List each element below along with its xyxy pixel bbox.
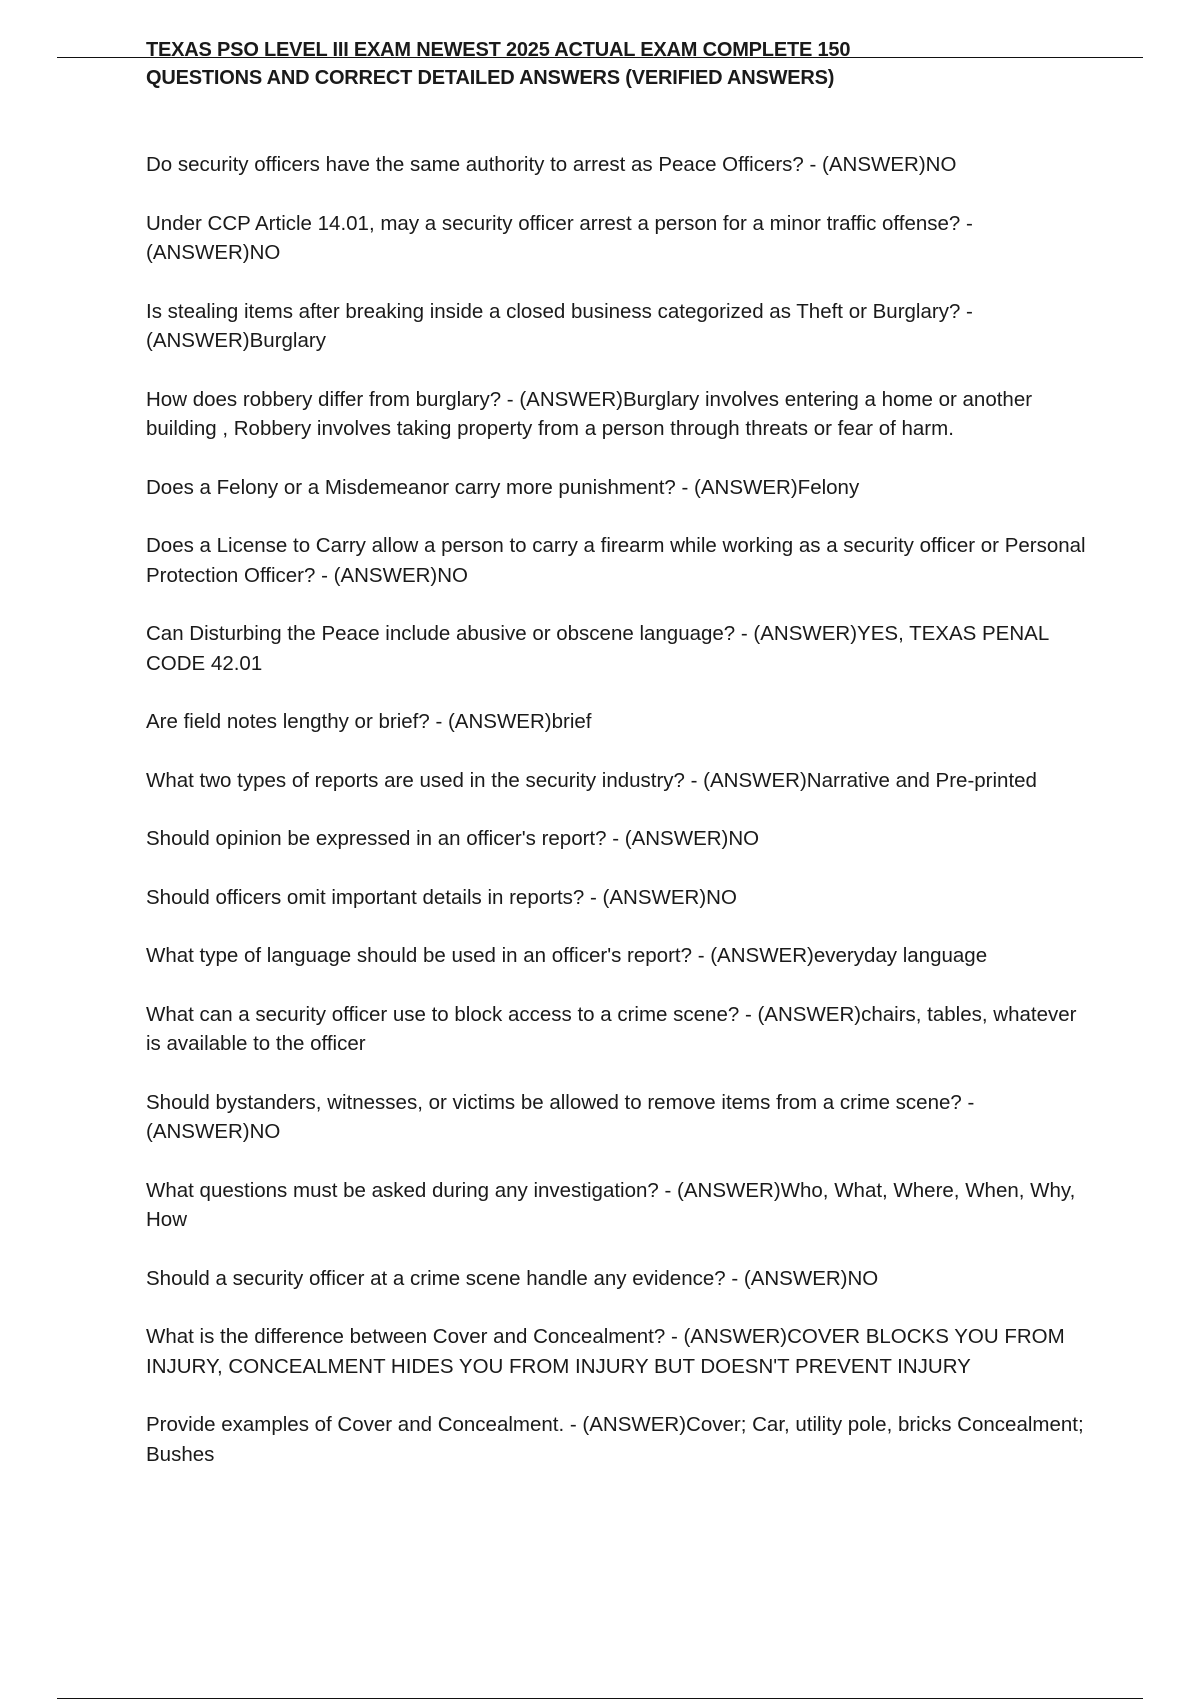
qa-item: Is stealing items after breaking inside a closed business categorized as Theft or Burglary? - (ANSWER)Burglary <box>146 299 973 352</box>
qa-list <box>146 150 1096 1498</box>
document-header <box>146 36 1126 92</box>
qa-item: Does a Felony or a Misdemeanor carry more punishment? - (ANSWER)Felony <box>146 475 860 499</box>
qa-item: Should bystanders, witnesses, or victims be allowed to remove items from a crime scene? - (ANSWER)NO <box>146 1090 975 1143</box>
qa-item: How does robbery differ from burglary? - (ANSWER)Burglary involves entering a home or another building , Robbery involves taking property from a person through threats or fear of harm. <box>146 387 1033 440</box>
qa-item: What type of language should be used in an officer's report? - (ANSWER)everyday language <box>146 944 988 967</box>
qa-item: Are field notes lengthy or brief? - (ANSWER)brief <box>146 710 592 733</box>
qa-item: What is the difference between Cover and Concealment? - (ANSWER)COVER BLOCKS YOU FROM INJURY, CONCEALMENT HIDES YOU FROM INJURY BUT DOESN'T PREVENT INJURY <box>146 1325 1065 1378</box>
qa-item: Should a security officer at a crime scene handle any evidence? - (ANSWER)NO <box>146 1266 879 1290</box>
qa-item: Should officers omit important details in reports? - (ANSWER)NO <box>146 885 737 909</box>
qa-item: Does a License to Carry allow a person to carry a firearm while working as a security officer or Personal Protection Officer? - (ANSWER)NO <box>146 534 1086 587</box>
footer-rule <box>57 1698 1143 1699</box>
qa-item: Under CCP Article 14.01, may a security officer arrest a person for a minor traffic offense? - (ANSWER)NO <box>146 211 973 264</box>
qa-item: What two types of reports are used in the security industry? - (ANSWER)Narrative and Pre-printed <box>146 768 1037 792</box>
document-title-line-2: QUESTIONS AND CORRECT DETAILED ANSWERS (VERIFIED ANSWERS) <box>146 67 835 89</box>
qa-item: What questions must be asked during any investigation? - (ANSWER)Who, What, Where, When, Why, How <box>146 1178 1076 1231</box>
qa-item: Should opinion be expressed in an officer's report? - (ANSWER)NO <box>146 827 760 850</box>
qa-item: Can Disturbing the Peace include abusive or obscene language? - (ANSWER)YES, TEXAS PENAL CODE 42.01 <box>146 622 1049 675</box>
document-title-line-1: TEXAS PSO LEVEL III EXAM NEWEST 2025 ACTUAL EXAM COMPLETE 150 <box>146 39 851 61</box>
qa-item: What can a security officer use to block access to a crime scene? - (ANSWER)chairs, tables, whatever is available to the officer <box>146 1002 1077 1055</box>
qa-item: Do security officers have the same authority to arrest as Peace Officers? - (ANSWER)NO <box>146 153 957 176</box>
qa-item: Provide examples of Cover and Concealment. - (ANSWER)Cover; Car, utility pole, bricks Concealment; Bushes <box>146 1413 1084 1466</box>
